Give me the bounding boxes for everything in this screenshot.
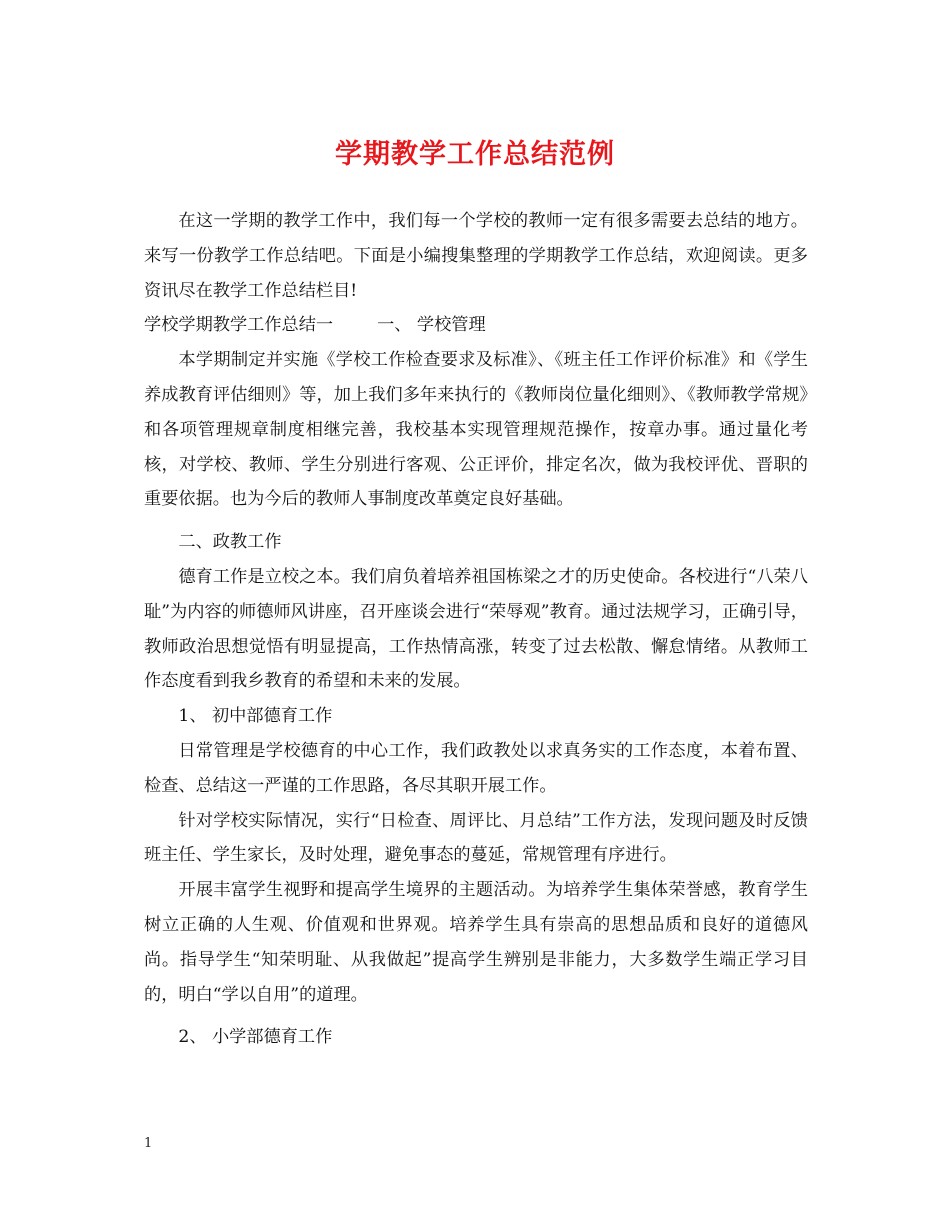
inspection-method-paragraph: 针对学校实际情况，实行“日检查、周评比、月总结”工作方法，发现问题及时反馈班主任、学生家长，及时处理，避免事态的蔓延，常规管理有序进行。 (144, 810, 808, 866)
moral-education-paragraph: 德育工作是立校之本。我们肩负着培养祖国栋梁之才的历史使命。各校进行“八荣八耻”为内容的师德师风讲座，召开座谈会进行“荣辱观”教育。通过法规学习，正确引导，教师政治思想觉悟有明显提高，工作热情高涨，转变了过去松散、懈怠情绪。从教师工作态度看到我乡教育的希望和未来的发展。 (144, 566, 808, 692)
document-body (144, 204, 808, 1055)
daily-management-paragraph: 日常管理是学校德育的中心工作，我们政教处以求真务实的工作态度，本着布置、检查、总结这一严谨的工作思路，各尽其职开展工作。 (144, 740, 808, 796)
theme-activities-paragraph: 开展丰富学生视野和提高学生境界的主题活动。为培养学生集体荣誉感，教育学生树立正确的人生观、价值观和世界观。培养学生具有崇高的思想品质和良好的道德风尚。指导学生“知荣明耻、从我做起”提高学生辨别是非能力，大多数学生端正学习目的，明白“学以自用”的道理。 (144, 880, 808, 1005)
heading-primary-moral-work: 2、 小学部德育工作 (178, 1027, 333, 1048)
intro-paragraph: 在这一学期的教学工作中，我们每一个学校的教师一定有很多需要去总结的地方。来写一份教学工作总结吧。下面是小编搜集整理的学期教学工作总结，欢迎阅读。更多资讯尽在教学工作总结栏目! (144, 211, 808, 301)
heading-political-education: 二、政教工作 (178, 532, 282, 553)
section-heading-line (144, 308, 808, 343)
page-number: 1 (144, 1136, 153, 1151)
management-paragraph: 本学期制定并实施《学校工作检查要求及标准》、《班主任工作评价标准》和《学生养成教育评估细则》等，加上我们多年来执行的《教师岗位量化细则》、《教师教学常规》和各项管理规章制度相继完善，我校基本实现管理规范操作，按章办事。通过量化考核，对学校、教师、学生分别进行客观、公正评价，排定名次，做为我校评优、晋职的重要依据。也为今后的教师人事制度改革奠定良好基础。 (144, 350, 808, 510)
document-title: 学期教学工作总结范例 (335, 139, 615, 170)
section-title: 学校学期教学工作总结一 (144, 315, 334, 336)
section-subtitle: 一、 学校管理 (377, 315, 486, 336)
heading-junior-moral-work: 1、 初中部德育工作 (178, 706, 333, 727)
